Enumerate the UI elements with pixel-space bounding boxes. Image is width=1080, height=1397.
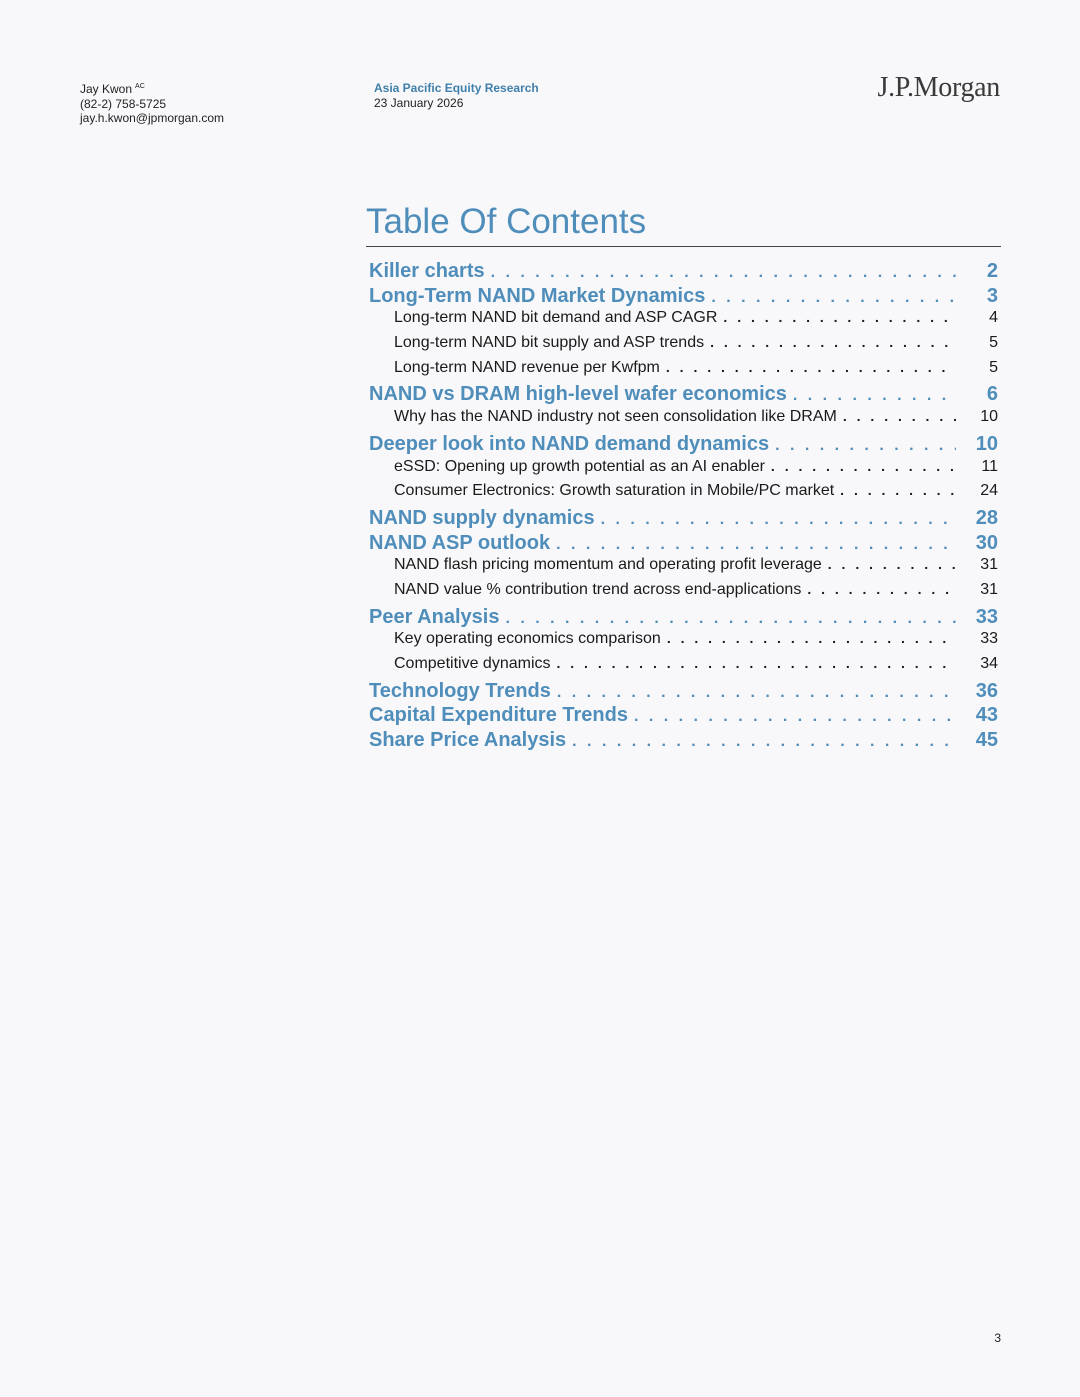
toc-dot-leader [710,334,956,350]
toc-entry-page: 33 [980,630,998,648]
toc-entry-label: NAND supply dynamics [369,506,595,529]
toc-subsection-entry[interactable] [369,581,998,606]
toc-subsection-entry[interactable] [369,334,998,359]
toc-entry-label: Competitive dynamics [394,655,551,672]
toc-section-entry[interactable] [369,606,998,631]
toc-entry-page: 10 [980,408,998,426]
toc-section-entry[interactable] [369,507,998,532]
research-info [374,81,539,110]
author-email[interactable]: jay.h.kwon@jpmorgan.com [80,111,225,125]
toc-dot-leader [666,359,956,375]
toc-dot-leader [634,708,956,726]
toc-dot-leader [843,408,956,424]
toc-section-entry[interactable] [369,680,998,705]
toc-section-entry[interactable] [369,433,998,458]
toc-section-entry[interactable] [369,729,998,754]
author-phone: (82-2) 758-5725 [80,96,167,111]
toc-dot-leader [557,655,957,671]
toc-entry-label: NAND flash pricing momentum and operating profit leverage [394,556,822,574]
toc-dot-leader [723,309,956,325]
toc-subsection-entry[interactable] [369,482,998,507]
toc-entry-page: 43 [975,704,998,727]
toc-section-entry[interactable] [369,260,998,285]
toc-subsection-entry[interactable] [369,359,998,384]
toc-dot-leader [771,458,956,474]
toc-section-entry[interactable] [369,704,998,729]
page-number: 3 [994,1331,1001,1345]
toc-entry-page: 5 [989,334,998,352]
toc-entry-label: eSSD: Opening up growth potential as an AI enabler [394,457,765,475]
toc-dot-leader [711,289,956,307]
toc-entry-label: NAND value % contribution trend across end-applications [394,580,802,598]
toc-subsection-entry[interactable] [369,408,998,433]
toc-entry-page: 11 [981,457,998,475]
toc-entry-page: 2 [986,260,998,282]
toc-entry-label: Long-term NAND revenue per Kwfpm [394,358,660,376]
toc-entry-label: Peer Analysis [369,605,500,628]
toc-entry-label: Long-term NAND bit demand and ASP CAGR [394,309,718,327]
toc-dot-leader [840,482,956,498]
author-contact [80,80,224,126]
toc-entry-label: Long-Term NAND Market Dynamics [369,284,706,307]
toc-dot-leader [491,264,956,282]
toc-section-entry[interactable] [369,285,998,310]
toc-dot-leader [601,511,956,529]
toc-entry-label: Technology Trends [369,679,551,702]
jpmorgan-logo: J.P.Morgan [877,72,1000,103]
research-date: 23 January 2026 [374,95,464,110]
toc-entry-label: Key operating economics comparison [394,630,661,648]
toc-entry-page: 45 [975,729,998,752]
toc-entry-label: Consumer Electronics: Growth saturation in Mobile/PC market [394,482,835,500]
toc-entry-page: 10 [975,432,998,455]
toc-entry-page: 36 [975,679,998,702]
toc-dot-leader [505,610,956,628]
toc-heading: Table Of Contents [366,202,647,241]
toc-subsection-entry[interactable] [369,655,998,680]
toc-subsection-entry[interactable] [369,630,998,655]
toc-entry-label: NAND vs DRAM high-level wafer economics [369,383,787,406]
toc-divider [366,246,1001,247]
toc-entry-page: 30 [975,531,998,554]
toc-entry-label: Share Price Analysis [369,729,567,752]
author-superscript: AC [135,83,145,90]
toc-section-entry[interactable] [369,383,998,408]
research-title: Asia Pacific Equity Research [374,81,539,95]
toc-entry-page: 31 [980,556,998,574]
toc-entry-page: 34 [980,655,998,672]
toc-subsection-entry[interactable] [369,458,998,483]
toc-entry-page: 24 [980,482,998,500]
toc-dot-leader [793,387,956,405]
toc-dot-leader [556,536,956,554]
author-name: Jay Kwon [80,82,133,96]
toc-entry-page: 6 [986,383,998,406]
author-name-line [80,80,224,97]
toc-entry-label: Long-term NAND bit supply and ASP trends [394,334,705,352]
toc-dot-leader [828,556,956,572]
toc-entry-page: 33 [975,605,998,628]
toc-entry-label: Deeper look into NAND demand dynamics [369,432,770,455]
toc-dot-leader [572,733,956,751]
toc-entry-page: 4 [989,309,998,327]
toc-entry-label: Killer charts [369,260,485,282]
toc-dot-leader [807,581,956,597]
toc-entry-label: Capital Expenditure Trends [369,704,628,727]
toc-entry-label: Why has the NAND industry not seen consolidation like DRAM [394,408,837,426]
toc-subsection-entry[interactable] [369,309,998,334]
toc-entry-page: 31 [980,580,998,598]
toc-entry-page: 5 [989,358,998,376]
toc-dot-leader [775,437,956,455]
toc-subsection-entry[interactable] [369,556,998,581]
toc-entry-page: 28 [975,506,998,529]
toc-entry-page: 3 [986,284,998,307]
toc-dot-leader [557,684,956,702]
toc-section-entry[interactable] [369,532,998,557]
toc-dot-leader [667,630,956,646]
toc-list [369,260,998,754]
toc-entry-label: NAND ASP outlook [369,531,551,554]
